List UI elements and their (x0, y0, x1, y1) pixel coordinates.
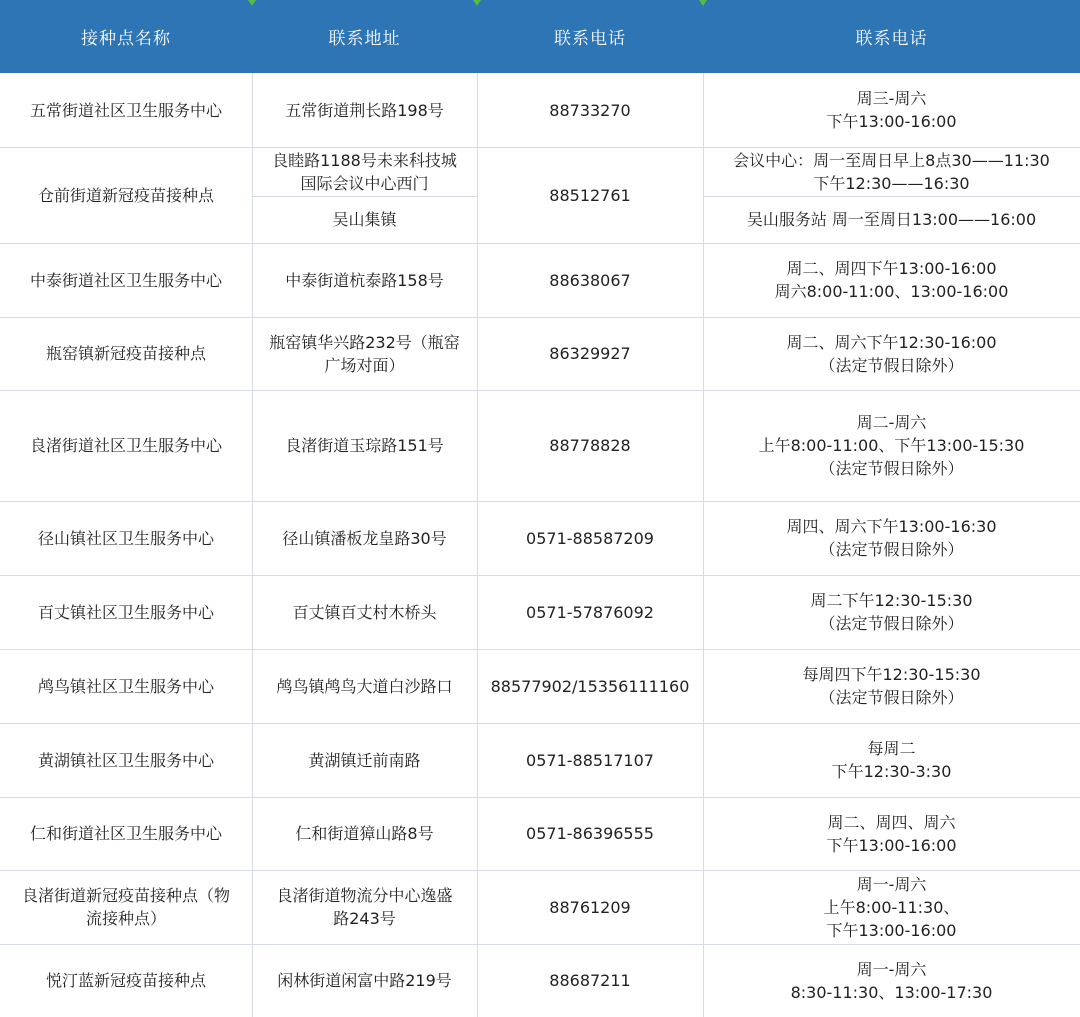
site-name-cell (0, 944, 252, 1017)
cell-line: 良睦路1188号未来科技城 (272, 150, 457, 170)
phone-number: 0571-88587209 (526, 528, 654, 548)
site-name-cell (0, 317, 252, 390)
inner-row-divider (252, 196, 477, 197)
cell-line: 广场对面） (324, 355, 405, 375)
site-name-cell (0, 501, 252, 575)
cell-line: 周一-周六 (856, 959, 927, 979)
address-cell (252, 390, 477, 501)
row-divider (0, 797, 1080, 798)
row-divider (0, 649, 1080, 650)
site-name-cell-text (22, 884, 230, 930)
cell-line: 周二下午12:30-15:30 (810, 591, 973, 610)
site-name-cell (0, 649, 252, 723)
hours-cell (703, 390, 1080, 501)
cell-line: 鸬鸟镇鸬鸟大道白沙路口 (276, 676, 453, 696)
phone-number: 0571-88517107 (526, 750, 654, 770)
cell-line: 黄湖镇迁前南路 (308, 750, 421, 770)
site-name-cell-text (46, 969, 206, 992)
phone-cell (477, 797, 703, 870)
address-cell (252, 243, 477, 317)
hours-cell-text (791, 958, 993, 1004)
cell-line: 每周四下午12:30-15:30 (802, 665, 981, 684)
cell-line: 仁和街道社区卫生服务中心 (29, 824, 222, 843)
hours-cell (703, 317, 1080, 390)
cell-line: 下午12:30-3:30 (831, 762, 952, 781)
header-address: 联系地址 (252, 0, 477, 73)
cell-line: 吴山服务站 周一至周日13:00——16:00 (746, 210, 1037, 229)
cell-line: 鸬鸟镇社区卫生服务中心 (37, 676, 214, 696)
inner-row-divider (703, 196, 1080, 197)
address-cell-text (282, 527, 446, 550)
hours-cell (703, 501, 1080, 575)
hours-cell (703, 723, 1080, 797)
cell-line: （法定节假日除外） (819, 688, 964, 707)
phone-cell (477, 870, 703, 944)
address-cell (252, 723, 477, 797)
cell-line: 路243号 (333, 909, 396, 928)
row-divider (0, 390, 1080, 391)
address-cell-text (285, 269, 444, 292)
phone-cell (477, 147, 703, 243)
phone-number: 88687211 (549, 971, 631, 990)
site-name-cell-text (30, 99, 222, 122)
hours-cell (703, 196, 1080, 243)
hours-cell (703, 575, 1080, 649)
address-cell (252, 147, 477, 196)
address-cell-text (277, 969, 452, 992)
address-cell-text (332, 208, 396, 231)
site-name-cell (0, 147, 252, 243)
cell-line: 下午13:00-16:00 (826, 835, 957, 855)
phone-number: 86329927 (549, 344, 631, 363)
phone-cell (477, 73, 703, 147)
hours-cell-text (787, 515, 997, 561)
cell-line: （法定节假日除外） (819, 355, 964, 375)
row-divider (0, 317, 1080, 318)
cell-line: 8:30-11:30、13:00-17:30 (790, 982, 993, 1002)
site-name-cell (0, 73, 252, 147)
site-name-cell (0, 723, 252, 797)
header-site-name: 接种点名称 (0, 0, 252, 73)
cell-line: 每周二 (867, 739, 916, 758)
column-divider (477, 73, 478, 1017)
cell-line: 五常街道社区卫生服务中心 (29, 100, 222, 120)
address-cell-text (276, 884, 452, 930)
address-cell-text (295, 822, 433, 845)
cell-line: 仓前街道新冠疫苗接种点 (37, 185, 214, 205)
row-divider (0, 723, 1080, 724)
address-cell (252, 317, 477, 390)
hours-cell-text (775, 257, 1009, 303)
site-name-cell-text (46, 342, 206, 365)
hours-cell (703, 147, 1080, 196)
cell-line: 径山镇社区卫生服务中心 (37, 528, 214, 548)
address-cell-text (308, 749, 420, 772)
hours-cell (703, 73, 1080, 147)
header-phone: 联系电话 (477, 0, 703, 73)
address-cell (252, 501, 477, 575)
address-cell-text (272, 149, 457, 195)
hours-cell-text (824, 873, 960, 942)
cell-line: 黄湖镇社区卫生服务中心 (37, 750, 214, 770)
site-name-cell (0, 243, 252, 317)
phone-number: 88512761 (549, 185, 631, 205)
cell-line: 五常街道荆长路198号 (285, 100, 444, 120)
phone-cell (477, 243, 703, 317)
cell-line: （法定节假日除外） (819, 614, 964, 633)
cell-line: 流接种点） (85, 909, 166, 928)
cell-line: 中泰街道社区卫生服务中心 (29, 270, 222, 290)
column-divider (703, 73, 704, 1017)
phone-cell (477, 723, 703, 797)
cell-line: 百丈镇百丈村木桥头 (292, 602, 437, 622)
phone-cell (477, 390, 703, 501)
address-cell (252, 73, 477, 147)
header-divider-accent (248, 0, 256, 6)
cell-line: 悦汀蓝新冠疫苗接种点 (45, 971, 206, 990)
phone-number: 88577902/15356111160 (490, 676, 690, 696)
phone-cell (477, 944, 703, 1017)
cell-line: 周二、周四、周六 (827, 812, 956, 832)
cell-line: 周二、周四下午13:00-16:00 (786, 259, 997, 278)
cell-line: 下午13:00-16:00 (826, 112, 957, 131)
phone-number: 88733270 (549, 100, 631, 120)
address-cell (252, 649, 477, 723)
cell-line: 周二-周六 (856, 413, 927, 432)
hours-cell (703, 944, 1080, 1017)
cell-line: 仁和街道獐山路8号 (295, 824, 434, 843)
cell-line: 下午12:30——16:30 (813, 173, 970, 193)
site-name-cell-text (38, 601, 214, 624)
hours-cell (703, 870, 1080, 944)
cell-line: （法定节假日除外） (819, 540, 964, 559)
cell-line: 良渚街道社区卫生服务中心 (29, 436, 222, 455)
row-divider (0, 944, 1080, 945)
cell-line: （法定节假日除外） (819, 459, 964, 478)
phone-number: 0571-57876092 (526, 602, 654, 622)
site-name-cell-text (30, 269, 222, 292)
cell-line: 周六8:00-11:00、13:00-16:00 (774, 282, 1009, 301)
site-name-cell (0, 797, 252, 870)
site-name-cell-text (30, 822, 222, 845)
phone-cell (477, 649, 703, 723)
cell-line: 百丈镇社区卫生服务中心 (37, 602, 214, 622)
address-cell (252, 797, 477, 870)
address-cell-text (292, 601, 436, 624)
site-name-cell-text (38, 749, 214, 772)
site-name-cell (0, 575, 252, 649)
address-cell-text (276, 675, 452, 698)
cell-line: 中泰街道杭泰路158号 (285, 270, 444, 290)
address-cell-text (269, 331, 460, 377)
hours-cell-text (787, 331, 997, 377)
hours-cell-text (827, 87, 957, 133)
hours-cell (703, 797, 1080, 870)
hours-cell-text (832, 737, 952, 783)
cell-line: 吴山集镇 (332, 210, 397, 229)
address-cell (252, 870, 477, 944)
phone-number: 88638067 (549, 270, 631, 290)
cell-line: 闲林街道闲富中路219号 (277, 971, 452, 990)
cell-line: 上午8:00-11:00、下午13:00-15:30 (758, 436, 1025, 455)
cell-line: 良渚街道新冠疫苗接种点（物 (21, 886, 230, 905)
cell-line: 国际会议中心西门 (300, 173, 429, 193)
phone-cell (477, 575, 703, 649)
cell-line: 下午13:00-16:00 (826, 920, 957, 940)
phone-number: 88778828 (549, 436, 631, 455)
phone-cell (477, 501, 703, 575)
row-divider (0, 575, 1080, 576)
column-divider (252, 73, 253, 1017)
address-cell (252, 196, 477, 243)
site-name-cell (0, 390, 252, 501)
hours-cell-text (803, 663, 981, 709)
hours-cell-text (759, 411, 1025, 480)
phone-number: 88761209 (549, 897, 631, 917)
hours-cell-text (733, 149, 1050, 195)
cell-line: 周一-周六 (856, 874, 927, 894)
address-cell-text (285, 99, 444, 122)
header-hours: 联系电话 (703, 0, 1080, 73)
header-divider-accent (699, 0, 707, 6)
site-name-cell-text (38, 184, 214, 207)
hours-cell (703, 649, 1080, 723)
cell-line: 会议中心：周一至周日早上8点30——11:30 (733, 150, 1050, 170)
hours-cell-text (811, 589, 973, 635)
cell-line: 瓶窑镇华兴路232号（瓶窑 (269, 332, 460, 352)
address-cell-text (285, 434, 444, 457)
hours-cell (703, 243, 1080, 317)
phone-cell (477, 317, 703, 390)
row-divider (0, 243, 1080, 244)
hours-cell-text (827, 811, 957, 857)
cell-line: 周三-周六 (856, 89, 927, 108)
cell-line: 周四、周六下午13:00-16:30 (786, 517, 997, 536)
row-divider (0, 501, 1080, 502)
site-name-cell-text (38, 675, 214, 698)
address-cell (252, 575, 477, 649)
address-cell (252, 944, 477, 1017)
cell-line: 瓶窑镇新冠疫苗接种点 (45, 344, 206, 363)
hours-cell-text (747, 208, 1036, 231)
phone-number: 0571-86396555 (526, 824, 654, 843)
header-divider-accent (473, 0, 481, 6)
cell-line: 良渚街道物流分中心逸盛 (276, 886, 453, 905)
site-name-cell (0, 870, 252, 944)
site-name-cell-text (30, 434, 222, 457)
cell-line: 上午8:00-11:30、 (823, 897, 960, 917)
site-name-cell-text (38, 527, 214, 550)
row-divider (0, 147, 1080, 148)
cell-line: 径山镇潘板龙皇路30号 (282, 528, 447, 548)
cell-line: 周二、周六下午12:30-16:00 (786, 332, 997, 352)
row-divider (0, 870, 1080, 871)
cell-line: 良渚街道玉琮路151号 (285, 436, 444, 455)
